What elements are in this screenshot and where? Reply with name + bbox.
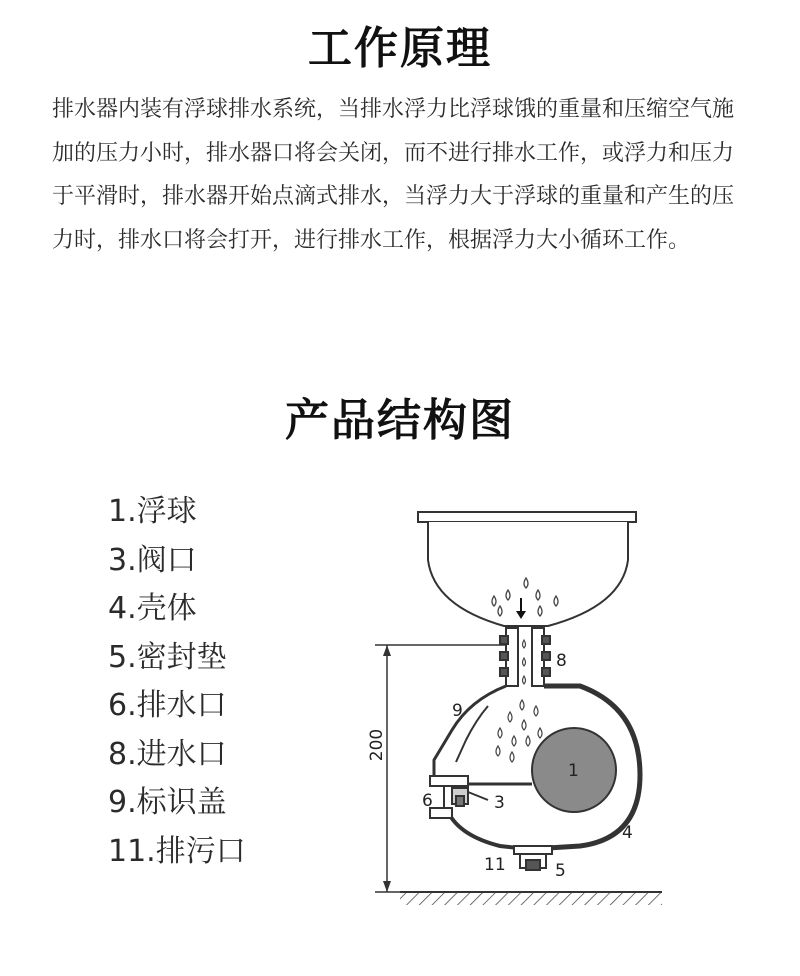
part-item: 5.密封垫	[108, 639, 227, 675]
part-item: 1.浮球	[108, 494, 197, 529]
part-item: 11.排污口	[108, 833, 246, 869]
valve-port	[452, 784, 532, 806]
dimension-label: 200	[367, 728, 387, 762]
callout-label-cover: 9	[452, 701, 463, 721]
callout-shell: 4	[622, 823, 633, 843]
callout-float-ball: 1	[568, 761, 579, 781]
principle-title: 工作原理	[308, 23, 492, 74]
water-drops-neck	[523, 640, 526, 684]
part-item: 8.进水口	[108, 736, 227, 772]
part-item: 4.壳体	[108, 591, 197, 626]
callout-sewage-outlet: 11	[484, 855, 506, 875]
part-item: 9.标识盖	[108, 785, 227, 820]
ground	[400, 892, 662, 905]
principle-description: 排水器内装有浮球排水系统，当排水浮力比浮球饿的重量和压缩空气施加的压力小时，排水器口将会关闭，而不进行排水工作，或浮力和压力于平滑时，排水器开始点滴式排水，当浮力大于浮球的重量和产生的压力时，排水口将会打开，进行排水工作，根据浮力大小循环工作。	[52, 97, 735, 253]
callout-drain-outlet: 6	[422, 791, 433, 811]
part-item: 6.排水口	[108, 688, 227, 723]
top-bowl	[418, 512, 636, 626]
sewage-outlet	[514, 846, 552, 870]
callout-valve-port: 3	[494, 793, 505, 813]
part-item: 3.阀口	[108, 542, 197, 578]
callout-gasket: 5	[555, 861, 566, 881]
structure-title: 产品结构图	[285, 395, 515, 446]
callout-water-inlet: 8	[556, 651, 567, 671]
